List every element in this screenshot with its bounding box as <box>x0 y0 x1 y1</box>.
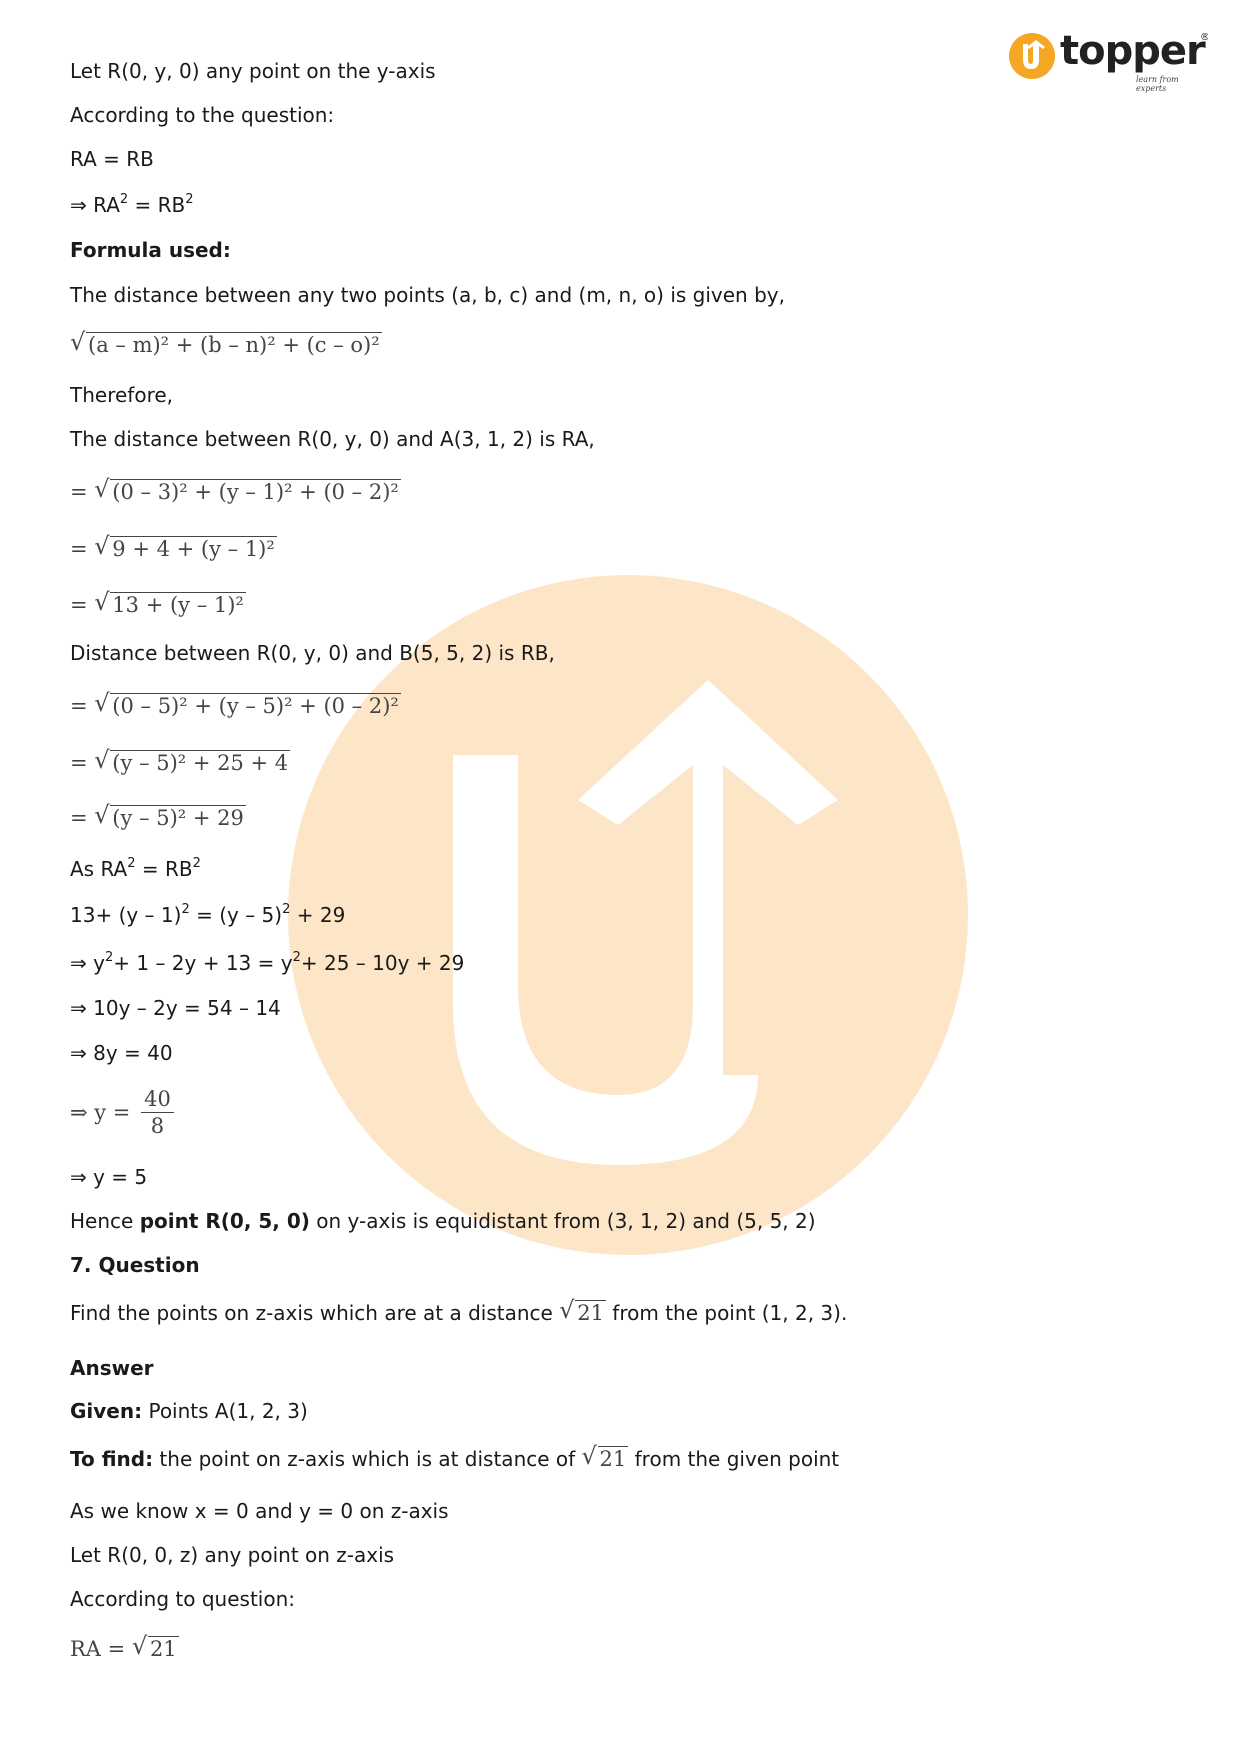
text-line: The distance between R(0, y, 0) and A(3, 1, 2) is RA, <box>70 427 595 451</box>
equation-line: ⇒ 10y – 2y = 54 – 14 <box>70 996 281 1020</box>
equation-line: = √ 13 + (y – 1)² <box>70 588 244 617</box>
equation-line: = √ (0 – 3)² + (y – 1)² + (0 – 2)² <box>70 475 399 504</box>
equation-line: ⇒ y = 5 <box>70 1165 148 1189</box>
equation-line: = √ (0 – 5)² + (y – 5)² + (0 – 2)² <box>70 689 399 718</box>
registered-mark: ® <box>1200 32 1208 43</box>
brand-tagline: learn from experts <box>1136 75 1179 93</box>
text-line: Distance between R(0, y, 0) and B(5, 5, 2) is RB, <box>70 641 555 665</box>
watermark-logo <box>288 575 968 1255</box>
conclusion-line: Hence point R(0, 5, 0) on y-axis is equidistant from (3, 1, 2) and (5, 5, 2) <box>70 1209 816 1233</box>
equation-line: = √ (y – 5)² + 29 <box>70 801 244 830</box>
brand-name: topper <box>1060 28 1205 74</box>
topper-logo[interactable] <box>1008 30 1208 92</box>
text-line: The distance between any two points (a, b, c) and (m, n, o) is given by, <box>70 283 785 307</box>
question-text: Find the points on z-axis which are at a distance √ 21 from the point (1, 2, 3). <box>70 1296 848 1325</box>
formula-distance: √ (a – m)² + (b – n)² + (c – o)² <box>70 328 380 357</box>
equation-line: ⇒ $y^2+ 1 - 2y + 13 = y^2+ 25 - 10y + 29$ <box>70 950 465 975</box>
given-line: Given: Points A(1, 2, 3) <box>70 1399 308 1423</box>
text-line: Let R(0, 0, z) any point on z-axis <box>70 1543 395 1567</box>
text-line: According to the question: <box>70 103 335 127</box>
equation-line: ⇒ 8y = 40 <box>70 1041 173 1065</box>
equation-line: = √ 9 + 4 + (y – 1)² <box>70 532 275 561</box>
text-line: Let R(0, y, 0) any point on the y-axis <box>70 59 436 83</box>
text-line: Therefore, <box>70 383 174 407</box>
equation-line: As $RA^2 = RB^2$ <box>70 856 201 881</box>
to-find-line: To find: the point on z-axis which is at distance of √ 21 from the given point <box>70 1442 840 1471</box>
question-heading: 7. Question <box>70 1253 200 1277</box>
answer-heading: Answer <box>70 1356 154 1380</box>
equation-line: ⇒ $RA^2 = RB^2$ <box>70 192 194 217</box>
section-heading: Formula used: <box>70 238 231 262</box>
equation-line: = √ (y – 5)² + 25 + 4 <box>70 746 289 775</box>
equation-line: 13+ (y – 1)$^2$ = (y – 5)$^2$ + 29 <box>70 902 346 927</box>
text-line: RA = RB <box>70 147 154 171</box>
equation-fraction: ⇒ y = $\frac{40}{8}$ <box>70 1086 174 1139</box>
text-line: According to question: <box>70 1587 295 1611</box>
text-line: As we know x = 0 and y = 0 on z-axis <box>70 1499 449 1523</box>
equation-line: RA = √ 21 <box>70 1632 177 1661</box>
